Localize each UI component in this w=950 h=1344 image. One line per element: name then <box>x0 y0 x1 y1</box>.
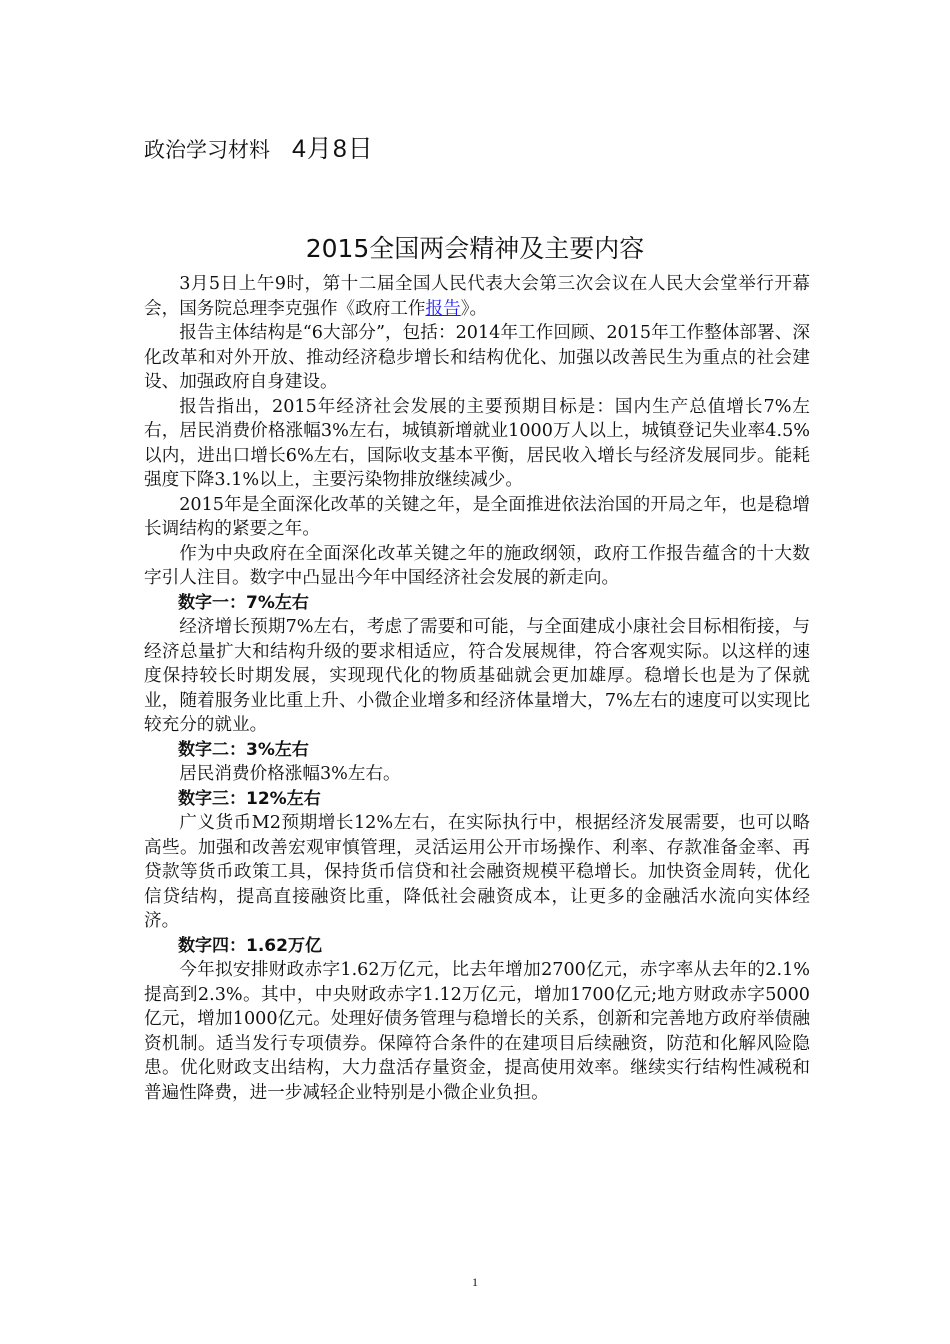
paragraph-opening <box>144 272 810 321</box>
page-number: 1 <box>472 1275 478 1289</box>
paragraph-targets: 报告指出，2015年经济社会发展的主要预期目标是：国内生产总值增长7%左右，居民消费价格涨幅3%左右，城镇新增就业1000万人以上，城镇登记失业率4.5%以内，进出口增长6%左右，国际收支基本平衡，居民收入增长与经济发展同步。能耗强度下降3.1%以上，主要污染物排放继续减少。 <box>144 396 810 490</box>
section-heading-number-two: 数字二：3%左右 <box>178 739 309 760</box>
paragraph-opening-tail: 》。 <box>460 298 488 319</box>
paragraph-number-three: 广义货币M2预期增长12%左右，在实际执行中，根据经济发展需要，也可以略高些。加强和改善宏观审慎管理，灵活运用公开市场操作、利率、存款准备金率、再贷款等货币政策工具，保持货币信贷和社会融资规模平稳增长。加快资金周转，优化信贷结构，提高直接融资比重，降低社会融资成本，让更多的金融活水流向实体经济。 <box>144 813 810 931</box>
header-date: 4月8日 <box>292 135 374 163</box>
paragraph-number-two: 居民消费价格涨幅3%左右。 <box>179 764 401 784</box>
paragraph-structure: 报告主体结构是“6大部分”，包括：2014年工作回顾、2015年工作整体部署、深化改革和对外开放、推动经济稳步增长和结构优化、加强以改善民生为重点的社会建设、加强政府自身建设。 <box>144 323 810 392</box>
document-body <box>144 272 810 1105</box>
paragraph-key-year: 2015年是全面深化改革的关键之年，是全面推进依法治国的开局之年，也是稳增长调结构的紧要之年。 <box>144 494 810 539</box>
section-heading-number-four: 数字四：1.62万亿 <box>178 935 322 956</box>
section-heading-number-three: 数字三：12%左右 <box>178 788 321 809</box>
paragraph-opening-text: 3月5日上午9时，第十二届全国人民代表大会第三次会议在人民大会堂举行开幕会，国务院总理李克强作《政府工作 <box>144 274 810 319</box>
paragraph-ten-numbers: 作为中央政府在全面深化改革关键之年的施政纲领，政府工作报告蕴含的十大数字引人注目。数字中凸显出今年中国经济社会发展的新走向。 <box>144 543 810 588</box>
report-link[interactable]: 报告 <box>425 298 461 319</box>
document-title: 2015全国两会精神及主要内容 <box>305 234 645 263</box>
document-header <box>144 134 374 165</box>
paragraph-number-four: 今年拟安排财政赤字1.62万亿元，比去年增加2700亿元，赤字率从去年的2.1%提高到2.3%。其中，中央财政赤字1.12万亿元，增加1700亿元;地方财政赤字5000亿元，增加1000亿元。处理好债务管理与稳增长的关系，创新和完善地方政府举债融资机制。适当发行专项债券。保障符合条件的在建项目后续融资，防范和化解风险隐患。优化财政支出结构，大力盘活存量资金，提高使用效率。继续实行结构性减税和普遍性降费，进一步减轻企业特别是小微企业负担。 <box>144 960 810 1103</box>
header-label: 政治学习材料 <box>144 138 270 162</box>
section-heading-number-one: 数字一：7%左右 <box>178 592 309 613</box>
paragraph-number-one: 经济增长预期7%左右，考虑了需要和可能，与全面建成小康社会目标相衔接，与经济总量扩大和结构升级的要求相适应，符合发展规律，符合客观实际。以这样的速度保持较长时期发展，实现现代化的物质基础就会更加雄厚。稳增长也是为了保就业，随着服务业比重上升、小微企业增多和经济体量增大，7%左右的速度可以实现比较充分的就业。 <box>144 617 810 735</box>
